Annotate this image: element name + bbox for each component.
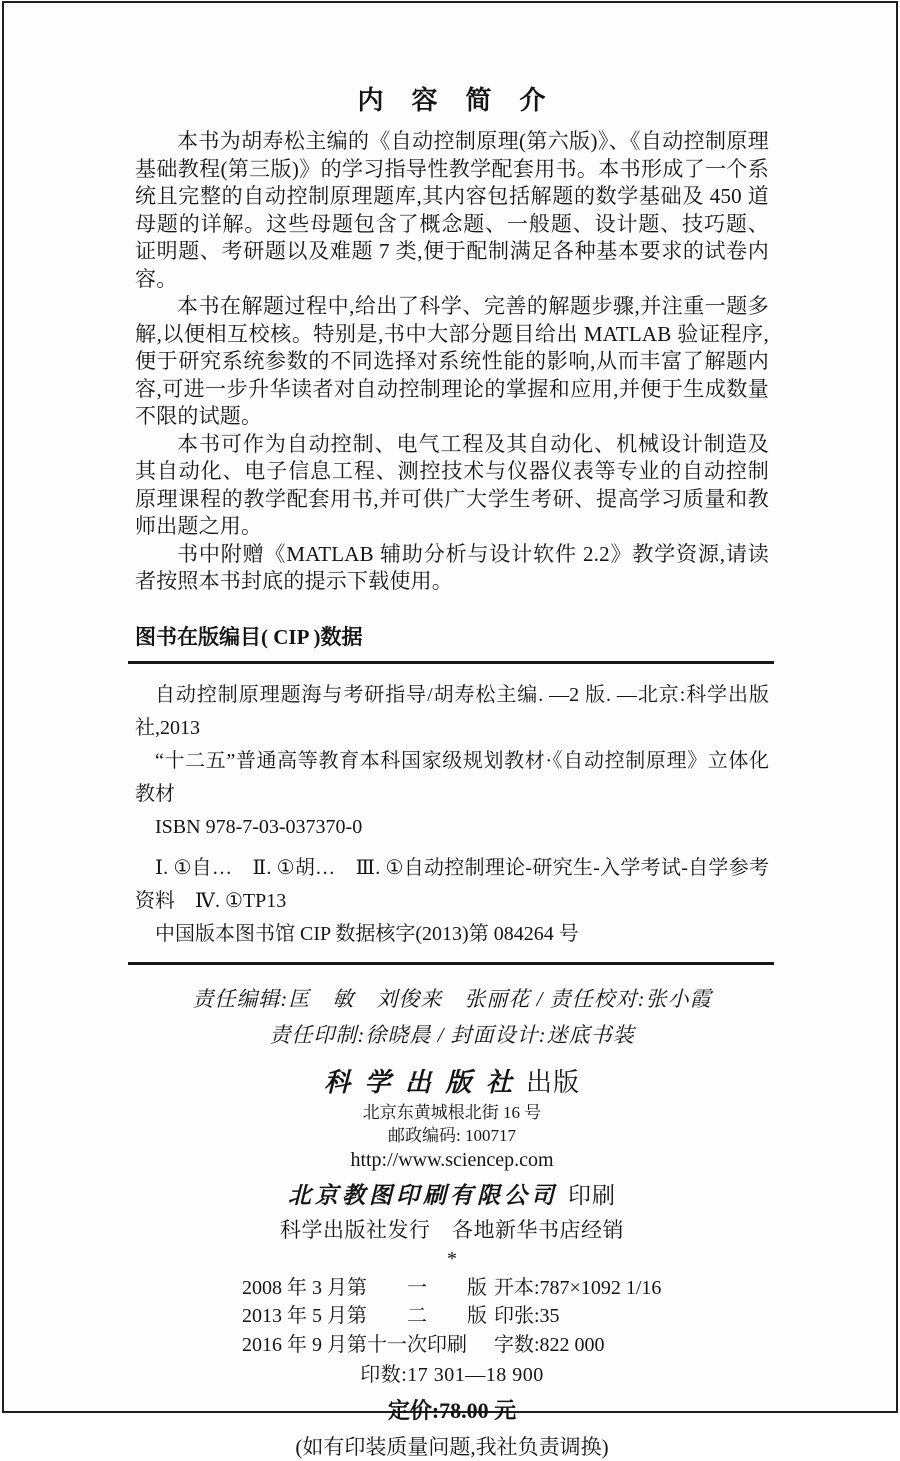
- publisher-name-suffix: 出版: [526, 1068, 580, 1097]
- separator-star: *: [135, 1247, 769, 1271]
- edition-row-left: 2016 年 9 月第十一次印刷: [242, 1331, 494, 1360]
- publisher-address: 北京东黄城根北街 16 号: [135, 1101, 769, 1124]
- intro-paragraph-2: 本书在解题过程中,给出了科学、完善的解题步骤,并注重一题多解,以便相互校核。特别是,书中大部分题目给出 MATLAB 验证程序,便于研究系统参数的不同选择对系统性能的影响,从而丰富了解题内容,可进一步升华读者对自动控制理论的掌握和应用,并便于生成数量不限的试题。: [135, 293, 769, 431]
- printer-name-script: 北京教图印刷有限公司: [288, 1183, 558, 1208]
- credits-printing-line: 责任印制:徐晓晨 / 封面设计:迷底书装: [135, 1017, 769, 1053]
- edition-row-left: 2008 年 3 月第 一 版: [242, 1274, 494, 1303]
- copyright-page: [2, 1, 898, 1413]
- publisher-url: http://www.sciencep.com: [135, 1147, 769, 1174]
- intro-paragraph-3: 本书可作为自动控制、电气工程及其自动化、机械设计制造及其自动化、电子信息工程、测控技术与仪器仪表等专业的自动控制原理课程的教学配套用书,并可供广大学生考研、提高学习质量和教师出题之用。: [135, 431, 769, 541]
- cip-isbn-line: ISBN 978-7-03-037370-0: [135, 811, 769, 844]
- credits-editors-line: 责任编辑:匡 敏 刘俊来 张丽花 / 责任校对:张小霞: [135, 981, 769, 1017]
- page-content: [4, 3, 896, 1461]
- intro-title: 内 容 简 介: [135, 83, 769, 119]
- cip-classification-line: Ⅰ. ①自… Ⅱ. ①胡… Ⅲ. ①自动控制理论-研究生-入学考试-自学参考资料 Ⅳ. ①TP13: [135, 852, 769, 918]
- cip-body: [135, 679, 769, 951]
- edition-block: [135, 1274, 769, 1461]
- intro-paragraph-1: 本书为胡寿松主编的《自动控制原理(第六版)》、《自动控制原理基础教程(第三版)》的学习指导性教学配套用书。本书形成了一个系统且完整的自动控制原理题库,其内容包括解题的数学基础及 450 道母题的详解。这些母题包含了概念题、一般题、设计题、技巧题、证明题、考研题以及难题 7 类,便于配制满足各种基本要求的试卷内容。: [135, 128, 769, 293]
- print-run-line: 印数:17 301—18 900: [135, 1361, 769, 1389]
- credits-block: [135, 981, 769, 1053]
- intro-paragraph-4: 书中附赠《MATLAB 辅助分析与设计软件 2.2》教学资源,请读者按照本书封底的提示下载使用。: [135, 541, 769, 596]
- publisher-postcode: 邮政编码: 100717: [135, 1124, 769, 1147]
- cip-divider-top: [128, 661, 774, 664]
- cip-series-line: “十二五”普通高等教育本科国家级规划教材·《自动控制原理》立体化教材: [135, 745, 769, 811]
- publisher-name-script: 科 学 出 版 社: [324, 1068, 516, 1097]
- publisher-block: [135, 1066, 769, 1271]
- printer-name-suffix: 印刷: [568, 1183, 616, 1208]
- publisher-name: [135, 1066, 769, 1099]
- price-line: 定价:78.00 元: [135, 1396, 769, 1426]
- cip-record-line: 中国版本图书馆 CIP 数据核字(2013)第 084264 号: [135, 918, 769, 951]
- edition-rows: [242, 1274, 678, 1360]
- cip-entry-line: 自动控制原理题海与考研指导/胡寿松主编. —2 版. —北京:科学出版社,2013: [135, 679, 769, 745]
- distribution-line: 科学出版社发行 各地新华书店经销: [135, 1216, 769, 1244]
- edition-row: [242, 1302, 678, 1331]
- edition-row: [242, 1331, 678, 1360]
- edition-row-right: 字数:822 000: [494, 1331, 678, 1360]
- edition-row-right: 开本:787×1092 1/16: [494, 1274, 678, 1303]
- cip-divider-bottom: [128, 962, 774, 965]
- edition-row-right: 印张:35: [494, 1302, 678, 1331]
- edition-row-left: 2013 年 5 月第 二 版: [242, 1302, 494, 1331]
- cip-section: [135, 624, 769, 965]
- cip-heading: 图书在版编目( CIP )数据: [135, 624, 769, 650]
- exchange-notice: (如有印装质量问题,我社负责调换): [135, 1433, 769, 1461]
- edition-row: [242, 1274, 678, 1303]
- printer-name: [135, 1181, 769, 1211]
